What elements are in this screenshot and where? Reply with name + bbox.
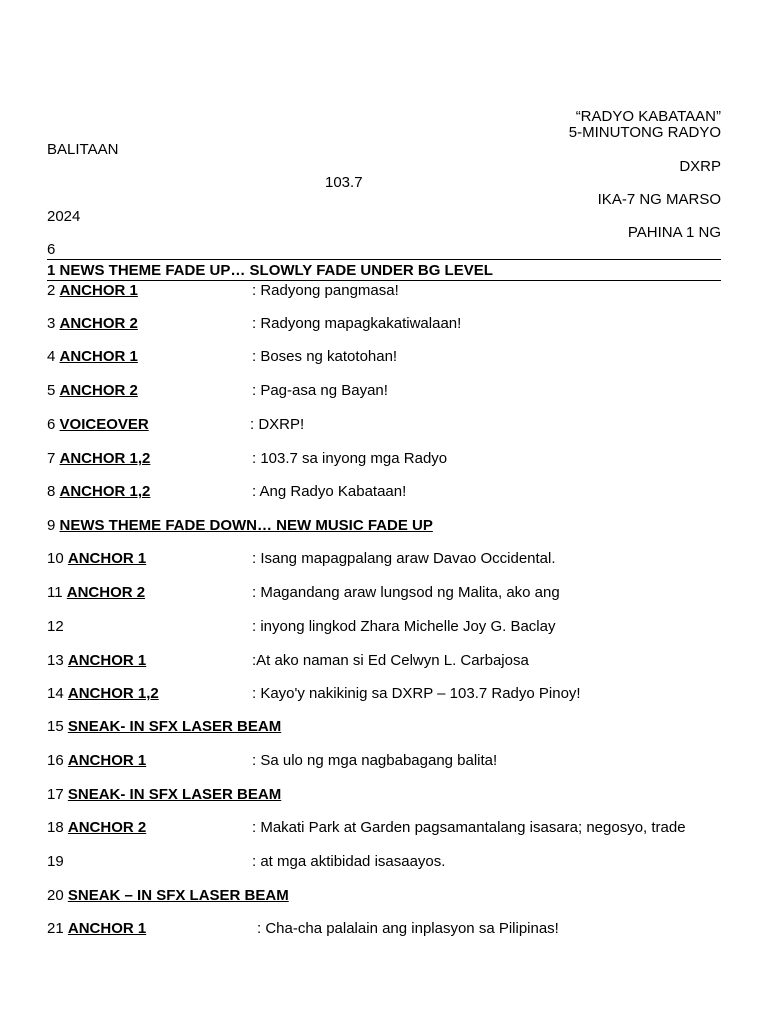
line-number: 3 [47, 315, 60, 332]
top-rule [47, 259, 721, 260]
speaker-role: ANCHOR 1 [67, 550, 147, 567]
script-line [47, 517, 721, 535]
speaker-role: ANCHOR 1 [67, 752, 147, 769]
script-subtitle: 5-MINUTONG RADYO [568, 124, 721, 141]
dialogue-text: : 103.7 sa inyong mga Radyo [252, 450, 448, 467]
speaker-role: ANCHOR 2 [59, 315, 138, 332]
script-line [47, 348, 721, 366]
dialogue-text: : Radyong mapagkakatiwalaan! [252, 315, 462, 332]
dialogue-text: : Sa ulo ng mga nagbabagang balita! [252, 752, 498, 769]
line-number: 14 [47, 685, 68, 702]
script-line [47, 920, 721, 938]
line-number: 4 [47, 348, 60, 365]
speaker-role: ANCHOR 1 [67, 652, 147, 669]
line-number: 21 [47, 920, 68, 937]
speaker-role: ANCHOR 1 [67, 920, 147, 937]
production-cue: SNEAK – IN SFX LASER BEAM [67, 887, 289, 904]
script-line [47, 483, 721, 501]
script-line [47, 685, 721, 703]
script-line [47, 450, 721, 468]
line-lead [47, 819, 146, 837]
line-number: 11 [47, 584, 67, 601]
line-lead [47, 618, 64, 636]
line-number: 2 [47, 282, 60, 299]
speaker-role: ANCHOR 2 [59, 382, 138, 399]
line-lead [47, 887, 289, 905]
production-cue: NEWS THEME FADE DOWN… NEW MUSIC FADE UP [59, 517, 433, 534]
line-lead [47, 348, 138, 366]
dialogue-text: : Boses ng katotohan! [252, 348, 398, 365]
line-lead [47, 718, 281, 736]
production-cue: NEWS THEME FADE UP… SLOWLY FADE UNDER BG LEVEL [59, 262, 493, 279]
script-subtitle-continued: BALITAAN [47, 141, 119, 158]
line-number: 8 [47, 483, 60, 500]
dialogue-text: : Makati Park at Garden pagsamantalang isasara; negosyo, trade [252, 819, 686, 836]
line-number: 6 [47, 416, 60, 433]
dialogue-text: : Radyong pangmasa! [252, 282, 399, 299]
line-lead [47, 262, 493, 280]
dialogue-text: :At ako naman si Ed Celwyn L. Carbajosa [252, 652, 529, 669]
script-line [47, 382, 721, 400]
bottom-rule [47, 280, 721, 281]
line-number: 17 [47, 786, 68, 803]
script-title: “RADYO KABATAAN” [575, 108, 721, 125]
line-lead [47, 920, 146, 938]
script-line [47, 786, 721, 804]
dialogue-text: : Cha-cha palalain ang inplasyon sa Pilipinas! [257, 920, 559, 937]
broadcast-date: IKA-7 NG MARSO [597, 191, 721, 208]
line-number: 16 [47, 752, 68, 769]
script-line [47, 282, 721, 300]
dialogue-text: : Magandang araw lungsod ng Malita, ako ang [252, 584, 560, 601]
line-lead [47, 382, 138, 400]
script-line [47, 718, 721, 736]
line-number: 10 [47, 550, 68, 567]
line-lead [47, 282, 138, 300]
script-line [47, 819, 721, 837]
dialogue-text: : inyong lingkod Zhara Michelle Joy G. Baclay [252, 618, 556, 635]
line-number: 5 [47, 382, 60, 399]
script-line [47, 416, 721, 434]
script-line [47, 315, 721, 333]
station-frequency: 103.7 [325, 174, 363, 191]
script-line [47, 853, 721, 871]
speaker-role: ANCHOR 1,2 [59, 483, 151, 500]
line-number: 15 [47, 718, 68, 735]
script-line [47, 618, 721, 636]
line-number: 1 [47, 262, 60, 279]
dialogue-text: : DXRP! [250, 416, 305, 433]
speaker-role: ANCHOR 2 [66, 584, 146, 601]
line-number: 7 [47, 450, 60, 467]
script-line [47, 262, 721, 280]
line-lead [47, 550, 146, 568]
line-lead [47, 416, 149, 434]
script-line [47, 752, 721, 770]
station-call-sign: DXRP [679, 158, 721, 175]
line-lead [47, 450, 150, 468]
line-number: 20 [47, 887, 68, 904]
page-indicator: PAHINA 1 NG [627, 224, 721, 241]
broadcast-year: 2024 [47, 208, 81, 225]
script-line [47, 887, 721, 905]
script-line [47, 652, 721, 670]
line-lead [47, 652, 146, 670]
speaker-role: ANCHOR 2 [67, 819, 147, 836]
line-number: 9 [47, 517, 60, 534]
dialogue-text: : Isang mapagpalang araw Davao Occidental. [252, 550, 556, 567]
line-lead [47, 752, 146, 770]
speaker-role: ANCHOR 1,2 [59, 450, 151, 467]
dialogue-text: : Kayo'y nakikinig sa DXRP – 103.7 Radyo Pinoy! [252, 685, 581, 702]
line-lead [47, 483, 150, 501]
production-cue: SNEAK- IN SFX LASER BEAM [67, 786, 282, 803]
production-cue: SNEAK- IN SFX LASER BEAM [67, 718, 282, 735]
speaker-role: ANCHOR 1 [59, 348, 138, 365]
dialogue-text: : at mga aktibidad isasaayos. [252, 853, 446, 870]
speaker-role: ANCHOR 1 [59, 282, 138, 299]
line-number: 12 [47, 618, 64, 635]
speaker-role: ANCHOR 1,2 [67, 685, 159, 702]
line-number: 18 [47, 819, 68, 836]
script-line [47, 584, 721, 602]
speaker-role: VOICEOVER [59, 416, 149, 433]
line-number: 19 [47, 853, 64, 870]
line-lead [47, 584, 145, 602]
script-line [47, 550, 721, 568]
line-lead [47, 685, 159, 703]
dialogue-text: : Ang Radyo Kabataan! [252, 483, 407, 500]
page-total: 6 [47, 241, 56, 258]
line-lead [47, 853, 64, 871]
line-lead [47, 315, 138, 333]
dialogue-text: : Pag-asa ng Bayan! [252, 382, 388, 399]
line-number: 13 [47, 652, 68, 669]
line-lead [47, 517, 433, 535]
line-lead [47, 786, 281, 804]
